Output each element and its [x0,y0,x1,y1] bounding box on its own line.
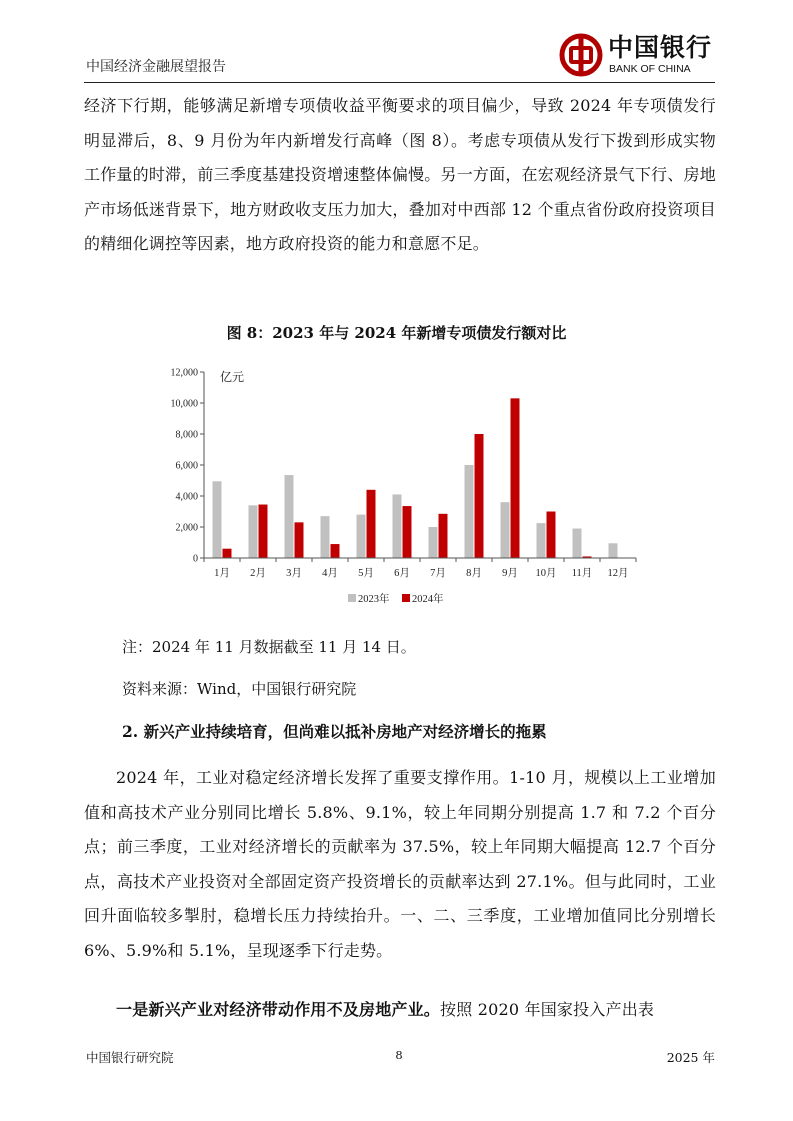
x-tick-label: 7月 [430,568,446,579]
x-tick-label: 5月 [358,568,374,579]
y-tick-label: 10,000 [170,398,198,410]
y-axis-unit: 亿元 [220,370,245,384]
bar-2023年-12月 [609,543,618,558]
bar-2023年-5月 [357,515,366,558]
figure-note: 注：2024 年 11 月数据截至 11 月 14 日。 [122,638,416,656]
x-tick-label: 2月 [250,568,266,579]
bar-2024年-1月 [223,549,232,558]
legend-label: 2024年 [412,594,444,605]
footer-year: 2025 年 [666,1050,715,1065]
bank-of-china-emblem-icon [558,32,604,78]
paragraph-3-text: 按照 2020 年国家投入产出表 [440,1000,655,1019]
x-tick-label: 3月 [286,568,302,579]
x-tick-label: 8月 [466,568,482,579]
legend-swatch [348,594,356,602]
legend-swatch [402,594,410,602]
x-tick-label: 10月 [535,568,557,579]
y-tick-label: 12,000 [170,367,198,379]
x-tick-label: 9月 [502,568,518,579]
footer-organization: 中国银行研究院 [86,1050,174,1065]
bar-2023年-1月 [213,481,222,558]
y-tick-label: 4,000 [175,491,198,503]
bar-2024年-4月 [331,544,340,558]
logo-name-en: BANK OF CHINA [609,63,691,75]
x-tick-label: 4月 [322,568,338,579]
section-heading: 2. 新兴产业持续培育，但尚难以抵补房地产对经济增长的拖累 [122,722,547,741]
bank-logo [558,30,718,80]
body-paragraph-1: 经济下行期，能够满足新增专项债收益平衡要求的项目偏少，导致 2024 年专项债发行明显滞后，8、9 月份为年内新增发行高峰（图 8）。考虑专项债从发行下拨到形成实物工作量的时滞，前三季度基建投资增速整体偏慢。另一方面，在宏观经济景气下行、房地产市场低迷背景下，地方财政收支压力加大，叠加对中西部 12 个重点省份政府投资项目的精细化调控等因素，地方政府投资的能力和意愿不足。 [84,96,716,254]
report-title: 中国经济金融展望报告 [86,59,226,75]
bar-2023年-4月 [321,516,330,558]
page-number: 8 [395,1048,403,1062]
x-tick-label: 6月 [394,568,410,579]
bar-2023年-3月 [285,475,294,558]
body-paragraph-3 [84,993,716,1028]
bar-2024年-10月 [547,512,556,559]
figure-source: 资料来源：Wind，中国银行研究院 [122,680,357,698]
figure-title: 图 8：2023 年与 2024 年新增专项债发行额对比 [226,324,567,342]
bar-2024年-5月 [367,490,376,558]
bar-2024年-8月 [475,434,484,558]
bar-2023年-6月 [393,494,402,558]
bar-2023年-9月 [501,502,510,558]
paragraph-3-lead: 一是新兴产业对经济带动作用不及房地产业。 [116,1000,441,1019]
y-tick-label: 0 [193,553,198,565]
legend-label: 2023年 [358,594,390,605]
bar-chart [160,360,650,615]
x-tick-label: 12月 [607,568,629,579]
bar-2023年-2月 [249,505,258,558]
bar-2024年-3月 [295,522,304,558]
y-tick-label: 2,000 [175,522,198,534]
x-tick-label: 1月 [214,568,230,579]
bar-2024年-9月 [511,398,520,558]
bar-2024年-7月 [439,514,448,558]
bar-2023年-11月 [573,529,582,558]
y-tick-label: 8,000 [175,429,198,441]
bar-2023年-10月 [537,523,546,558]
bar-2023年-7月 [429,527,438,558]
bar-2024年-6月 [403,506,412,558]
body-paragraph-2: 2024 年，工业对稳定经济增长发挥了重要支撑作用。1-10 月，规模以上工业增加值和高技术产业分别同比增长 5.8%、9.1%，较上年同期分别提高 1.7 和 7.2 个百分点；前三季度，工业对经济增长的贡献率为 37.5%，较上年同期大幅提高 12.7 个百分点，高技术产业投资对全部固定资产投资增长的贡献率达到 27.1%。但与此同时，工业回升面临较多掣肘，稳增长压力持续抬升。一、二、三季度，工业增加值同比分别增长 6%、5.9%和 5.1%，呈现逐季下行走势。 [84,768,716,960]
bar-2024年-2月 [259,505,268,558]
y-tick-label: 6,000 [175,460,198,472]
x-tick-label: 11月 [571,568,593,579]
header-divider [84,82,715,83]
bar-2023年-8月 [465,465,474,558]
logo-name-cn: 中国银行 [608,33,713,62]
